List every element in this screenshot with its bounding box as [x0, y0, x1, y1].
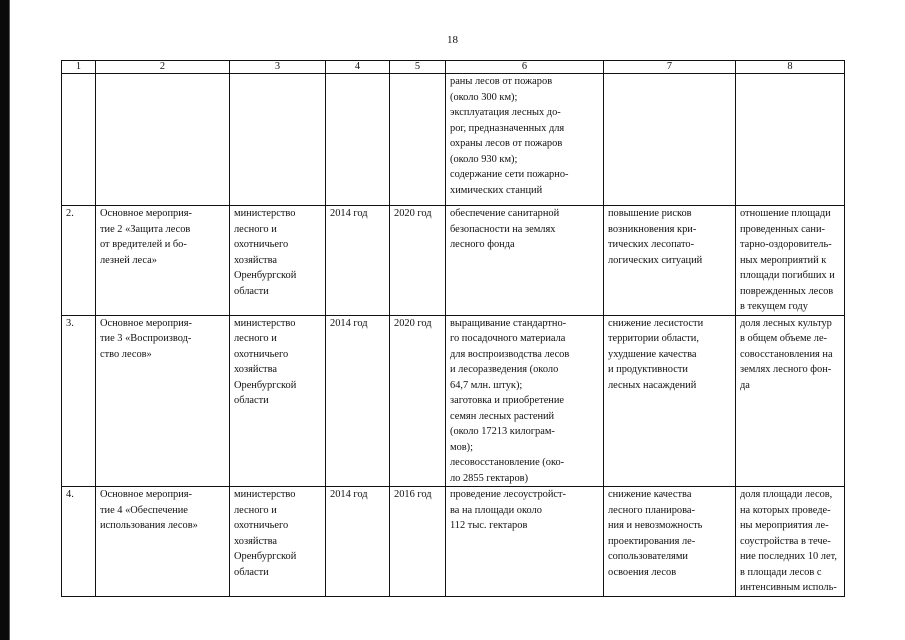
cell-line: лесного и: [234, 223, 277, 235]
cell-line: Оренбургской: [234, 551, 297, 562]
column-header: 4: [326, 61, 390, 74]
cell-line: площади погибших и: [740, 270, 835, 281]
cell-line: содержание сети пожарно-: [450, 169, 569, 180]
cell-line: министерство: [234, 317, 296, 329]
cell-line: проведенных сани-: [740, 223, 825, 235]
cell-line: (около 930 км);: [450, 153, 518, 165]
cell-line: доля площади лесов,: [740, 489, 833, 500]
executor-cell: [230, 315, 326, 487]
cell-line: совосстановления на: [740, 348, 833, 360]
cell-line: заготовка и приобретение: [450, 395, 565, 406]
result-cell: [446, 74, 604, 206]
column-header: 6: [446, 61, 604, 74]
indicator-cell: [736, 206, 845, 316]
column-header: 1: [62, 61, 96, 74]
cell-line: для воспроизводства лесов: [450, 348, 570, 360]
table-cell: [736, 74, 845, 206]
cell-line: ния и невозможность: [608, 520, 703, 531]
cell-line: в площади лесов с: [740, 566, 822, 578]
cell-line: ство лесов»: [100, 348, 152, 360]
cell-line: лесных насаждений: [608, 379, 697, 391]
cell-line: выращивание стандартно-: [450, 317, 567, 329]
measure-name-cell: [96, 487, 230, 597]
cell-line: хозяйства: [234, 535, 277, 547]
measure-name-cell: [96, 206, 230, 316]
cell-line: лесного и: [234, 504, 277, 516]
cell-line: в общем объеме ле-: [740, 333, 828, 344]
result-cell: [446, 206, 604, 316]
cell-line: раны лесов от пожаров: [450, 76, 553, 87]
cell-line: тие 4 «Обеспечение: [100, 504, 188, 516]
measures-table: [61, 60, 845, 597]
cell-line: тие 3 «Воспроизвод-: [100, 333, 192, 344]
cell-line: соустройства в тече-: [740, 535, 831, 547]
cell-line: области: [234, 285, 269, 297]
cell-line: охотничьего: [234, 239, 289, 250]
cell-line: и продуктивности: [608, 364, 688, 375]
cell-line: доля лесных культур: [740, 317, 832, 329]
table-cell: [604, 74, 736, 206]
cell-line: ны мероприятия ле-: [740, 520, 829, 531]
start-year-cell: 2014 год: [326, 487, 390, 597]
end-year-cell: 2020 год: [390, 206, 446, 316]
cell-line: охраны лесов от пожаров: [450, 138, 563, 149]
cell-line: ние последних 10 лет,: [740, 551, 837, 562]
cell-line: тарно-оздоровитель-: [740, 239, 832, 250]
cell-line: го посадочного материала: [450, 333, 566, 344]
table-row: [62, 487, 845, 597]
cell-line: ухудшение качества: [608, 348, 697, 360]
cell-line: сопользователями: [608, 551, 688, 562]
column-header: 7: [604, 61, 736, 74]
scan-edge-shadow: [0, 0, 14, 640]
cell-line: области: [234, 395, 269, 406]
cell-line: (около 17213 килограм-: [450, 426, 555, 437]
start-year-cell: 2014 год: [326, 315, 390, 487]
cell-line: проектирования ле-: [608, 535, 696, 547]
cell-line: от вредителей и бо-: [100, 239, 187, 250]
cell-line: 64,7 млн. штук);: [450, 379, 523, 391]
cell-line: логических ситуаций: [608, 254, 703, 266]
column-header: 8: [736, 61, 845, 74]
cell-line: и лесоразведения (около: [450, 364, 559, 375]
executor-cell: [230, 206, 326, 316]
cell-line: лесовосстановление (око-: [450, 457, 565, 468]
cell-line: да: [740, 379, 750, 391]
table-cell: [96, 74, 230, 206]
start-year-cell: 2014 год: [326, 206, 390, 316]
cell-line: на которых проведе-: [740, 504, 831, 516]
cell-line: тие 2 «Защита лесов: [100, 223, 191, 235]
cell-line: лесного и: [234, 333, 277, 344]
cell-line: хозяйства: [234, 364, 277, 375]
column-header: 5: [390, 61, 446, 74]
cell-line: эксплуатация лесных до-: [450, 107, 561, 118]
cell-line: охотничьего: [234, 520, 289, 531]
cell-line: снижение качества: [608, 489, 692, 500]
cell-line: мов);: [450, 441, 474, 453]
cell-line: безопасности на землях: [450, 223, 556, 235]
cell-line: семян лесных растений: [450, 410, 555, 422]
indicator-cell: [736, 315, 845, 487]
cell-line: лезней леса»: [100, 254, 157, 266]
cell-line: территории области,: [608, 333, 699, 344]
end-year-cell: 2016 год: [390, 487, 446, 597]
cell-line: обеспечение санитарной: [450, 208, 560, 219]
cell-line: снижение лесистости: [608, 317, 704, 329]
measure-name-cell: [96, 315, 230, 487]
consequences-cell: [604, 206, 736, 316]
table-cell: [230, 74, 326, 206]
cell-line: ло 2855 гектаров): [450, 472, 529, 484]
cell-line: повышение рисков: [608, 208, 692, 219]
indicator-cell: [736, 487, 845, 597]
cell-line: ва на площади около: [450, 504, 542, 516]
cell-line: 112 тыс. гектаров: [450, 520, 528, 531]
cell-line: лесного планирова-: [608, 504, 695, 516]
cell-line: Основное мероприя-: [100, 208, 193, 219]
column-header: 2: [96, 61, 230, 74]
cell-line: интенсивным исполь-: [740, 582, 837, 593]
consequences-cell: [604, 315, 736, 487]
cell-line: поврежденных лесов: [740, 285, 834, 297]
cell-line: освоения лесов: [608, 566, 677, 578]
cell-line: хозяйства: [234, 254, 277, 266]
cell-line: лесного фонда: [450, 239, 515, 250]
cell-line: Основное мероприя-: [100, 489, 193, 500]
cell-line: рог, предназначенных для: [450, 122, 565, 134]
cell-line: Основное мероприя-: [100, 317, 193, 329]
row-number: 3.: [62, 315, 96, 487]
end-year-cell: 2020 год: [390, 315, 446, 487]
cell-line: охотничьего: [234, 348, 289, 360]
result-cell: [446, 315, 604, 487]
cell-line: в текущем году: [740, 301, 808, 312]
table-cell: [390, 74, 446, 206]
cell-line: ных мероприятий к: [740, 254, 827, 266]
cell-line: министерство: [234, 489, 296, 500]
table-cell: [326, 74, 390, 206]
cell-line: химических станций: [450, 184, 543, 196]
cell-line: отношение площади: [740, 208, 831, 219]
cell-line: (около 300 км);: [450, 91, 518, 103]
column-header: 3: [230, 61, 326, 74]
table-row: [62, 206, 845, 316]
cell-line: возникновения кри-: [608, 223, 697, 235]
cell-line: использования лесов»: [100, 520, 198, 531]
table-cell: [62, 74, 96, 206]
row-number: 2.: [62, 206, 96, 316]
cell-line: землях лесного фон-: [740, 364, 832, 375]
row-number: 4.: [62, 487, 96, 597]
cell-line: Оренбургской: [234, 270, 297, 281]
page-number: 18: [447, 34, 458, 46]
result-cell: [446, 487, 604, 597]
table-row-continuation: [62, 74, 845, 206]
table-row: [62, 315, 845, 487]
table-header-row: [62, 61, 845, 74]
cell-line: области: [234, 566, 269, 578]
cell-line: Оренбургской: [234, 379, 297, 391]
consequences-cell: [604, 487, 736, 597]
cell-line: проведение лесоустройст-: [450, 489, 567, 500]
cell-line: министерство: [234, 208, 296, 219]
cell-line: тических лесопато-: [608, 239, 695, 250]
executor-cell: [230, 487, 326, 597]
